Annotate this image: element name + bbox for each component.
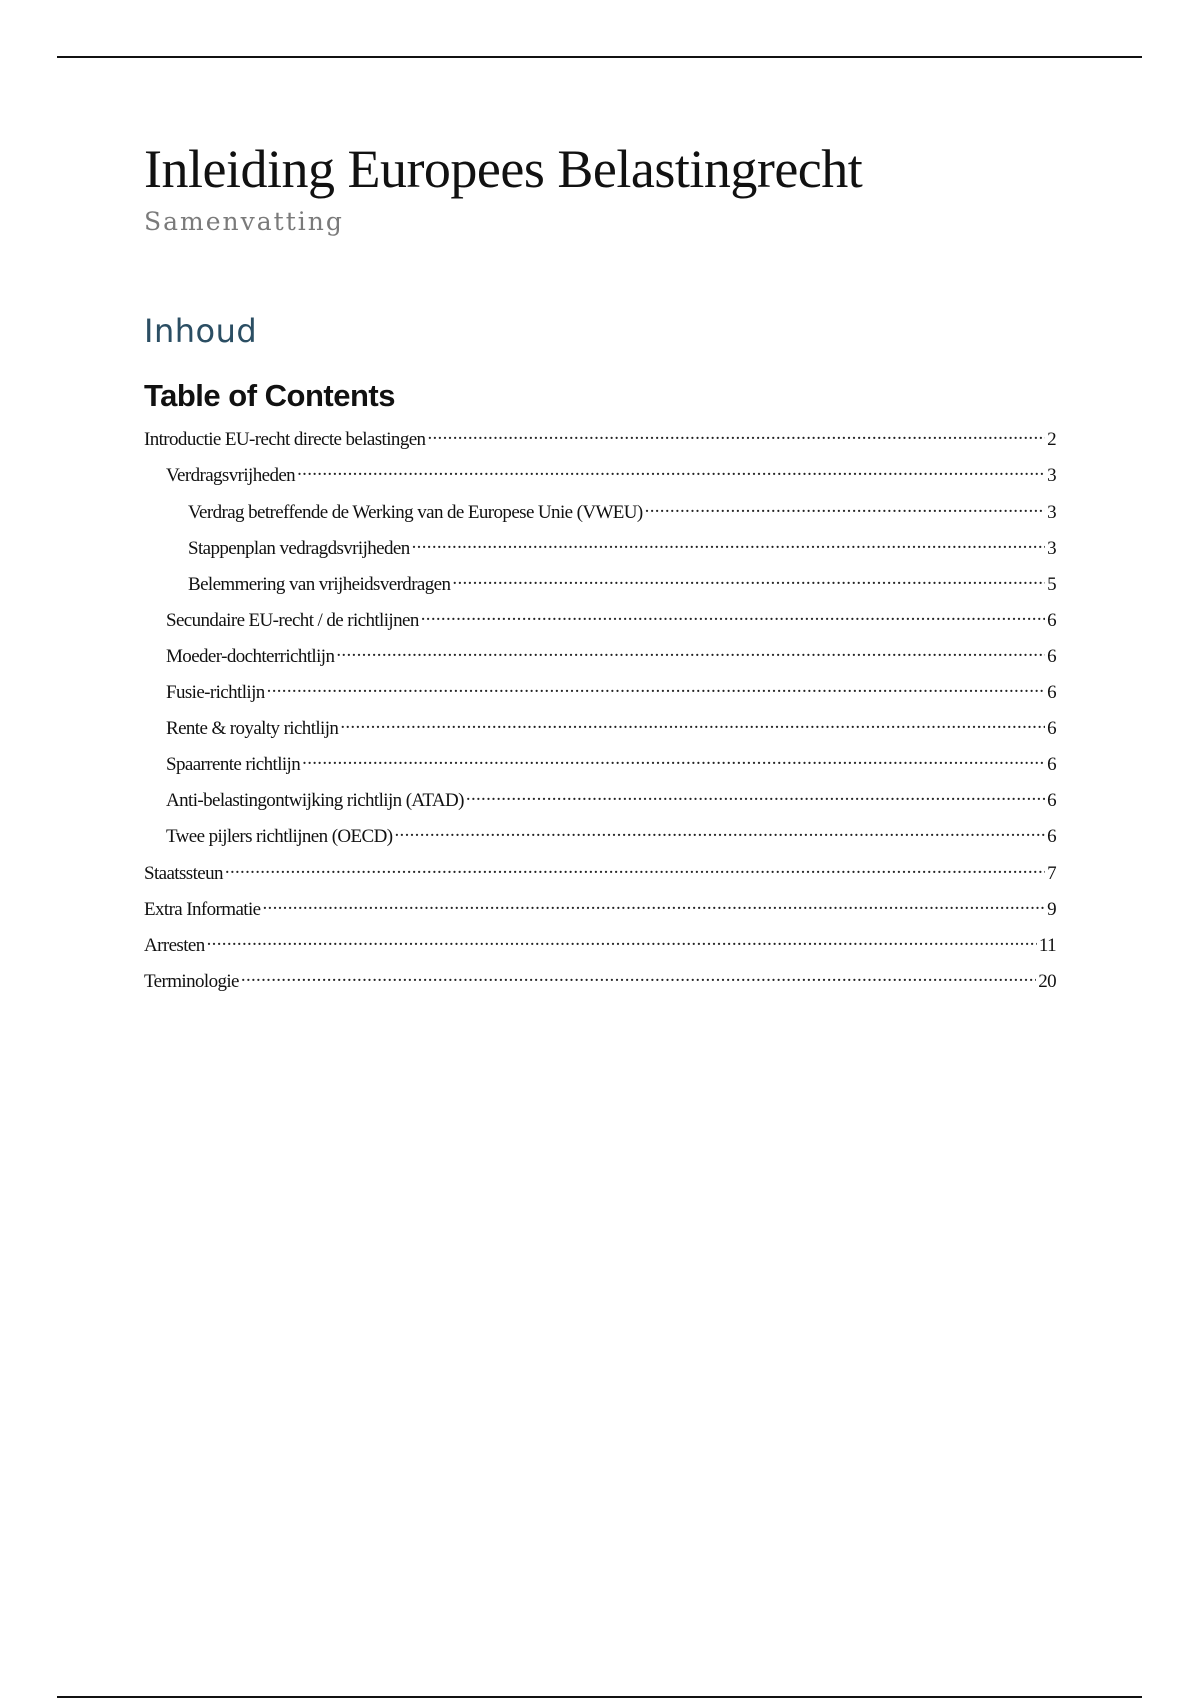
toc-entry[interactable]: [144, 643, 1056, 679]
toc-dot-leader: [421, 607, 1045, 626]
toc-entry-label: Fusie-richtlijn: [166, 682, 265, 704]
toc-entry[interactable]: [144, 751, 1056, 787]
toc-entry[interactable]: [144, 679, 1056, 715]
page-content: [144, 140, 1056, 1004]
toc-entry[interactable]: [144, 426, 1056, 462]
toc-dot-leader: [466, 787, 1045, 806]
toc-dot-leader: [427, 426, 1045, 445]
toc-entry-label: Belemmering van vrijheidsverdragen: [188, 573, 451, 595]
toc-entry-page-number: 6: [1047, 645, 1056, 667]
toc-entry-label: Verdragsvrijheden: [166, 465, 296, 487]
toc-entry[interactable]: [144, 499, 1056, 535]
toc-entry-page-number: 20: [1038, 970, 1056, 992]
toc-dot-leader: [412, 535, 1045, 554]
header-rule: [57, 56, 1142, 58]
toc-entry-page-number: 6: [1047, 754, 1056, 776]
toc-entry-label: Staatssteun: [144, 862, 223, 884]
toc-entry[interactable]: [144, 823, 1056, 859]
toc-entry-label: Introductie EU-recht directe belastingen: [144, 429, 426, 451]
toc-entry-label: Rente & royalty richtlijn: [166, 718, 339, 740]
toc-entry-page-number: 2: [1047, 429, 1056, 451]
toc-entry-page-number: 9: [1047, 898, 1056, 920]
toc-entry[interactable]: [144, 968, 1056, 1004]
toc-entry[interactable]: [144, 787, 1056, 823]
toc-entry-label: Extra Informatie: [144, 898, 261, 920]
toc-dot-leader: [645, 499, 1045, 518]
toc-dot-leader: [452, 571, 1045, 590]
toc-entry-page-number: 7: [1047, 862, 1056, 884]
toc-entry-page-number: 6: [1047, 718, 1056, 740]
table-of-contents: [144, 426, 1056, 1004]
toc-entry-page-number: 3: [1047, 501, 1056, 523]
toc-title: Table of Contents: [144, 378, 395, 414]
toc-dot-leader: [225, 860, 1045, 879]
toc-entry-page-number: 6: [1047, 790, 1056, 812]
toc-dot-leader: [394, 823, 1045, 842]
toc-entry-label: Twee pijlers richtlijnen (OECD): [166, 826, 393, 848]
toc-entry-label: Anti-belastingontwijking richtlijn (ATAD): [166, 790, 464, 812]
toc-dot-leader: [241, 968, 1036, 987]
toc-entry-page-number: 6: [1047, 682, 1056, 704]
toc-entry[interactable]: [144, 535, 1056, 571]
toc-entry-page-number: 6: [1047, 609, 1056, 631]
toc-entry[interactable]: [144, 860, 1056, 896]
toc-dot-leader: [297, 462, 1045, 481]
toc-entry-label: Spaarrente richtlijn: [166, 754, 301, 776]
toc-entry[interactable]: [144, 571, 1056, 607]
toc-dot-leader: [207, 932, 1037, 951]
document-subtitle: Samenvatting: [144, 207, 344, 237]
footer-rule: [57, 1696, 1142, 1698]
toc-entry[interactable]: [144, 715, 1056, 751]
toc-entry-label: Terminologie: [144, 970, 239, 992]
toc-entry[interactable]: [144, 462, 1056, 498]
toc-entry-label: Verdrag betreffende de Werking van de Europese Unie (VWEU): [188, 501, 643, 523]
toc-dot-leader: [340, 715, 1045, 734]
document-title: Inleiding Europees Belastingrecht: [144, 139, 863, 199]
toc-entry-page-number: 11: [1038, 934, 1056, 956]
toc-entry-page-number: 3: [1047, 465, 1056, 487]
toc-entry-page-number: 3: [1047, 537, 1056, 559]
toc-entry-label: Moeder-dochterrichtlijn: [166, 645, 335, 667]
toc-entry-label: Secundaire EU-recht / de richtlijnen: [166, 609, 419, 631]
section-heading-inhoud: Inhoud: [144, 312, 258, 351]
toc-entry-page-number: 5: [1047, 573, 1056, 595]
toc-dot-leader: [267, 679, 1045, 698]
toc-entry-page-number: 6: [1047, 826, 1056, 848]
toc-entry[interactable]: [144, 896, 1056, 932]
toc-dot-leader: [336, 643, 1045, 662]
toc-entry-label: Stappenplan vedragdsvrijheden: [188, 537, 410, 559]
toc-entry[interactable]: [144, 607, 1056, 643]
toc-entry-label: Arresten: [144, 934, 205, 956]
toc-entry[interactable]: [144, 932, 1056, 968]
toc-dot-leader: [262, 896, 1045, 915]
toc-dot-leader: [302, 751, 1045, 770]
